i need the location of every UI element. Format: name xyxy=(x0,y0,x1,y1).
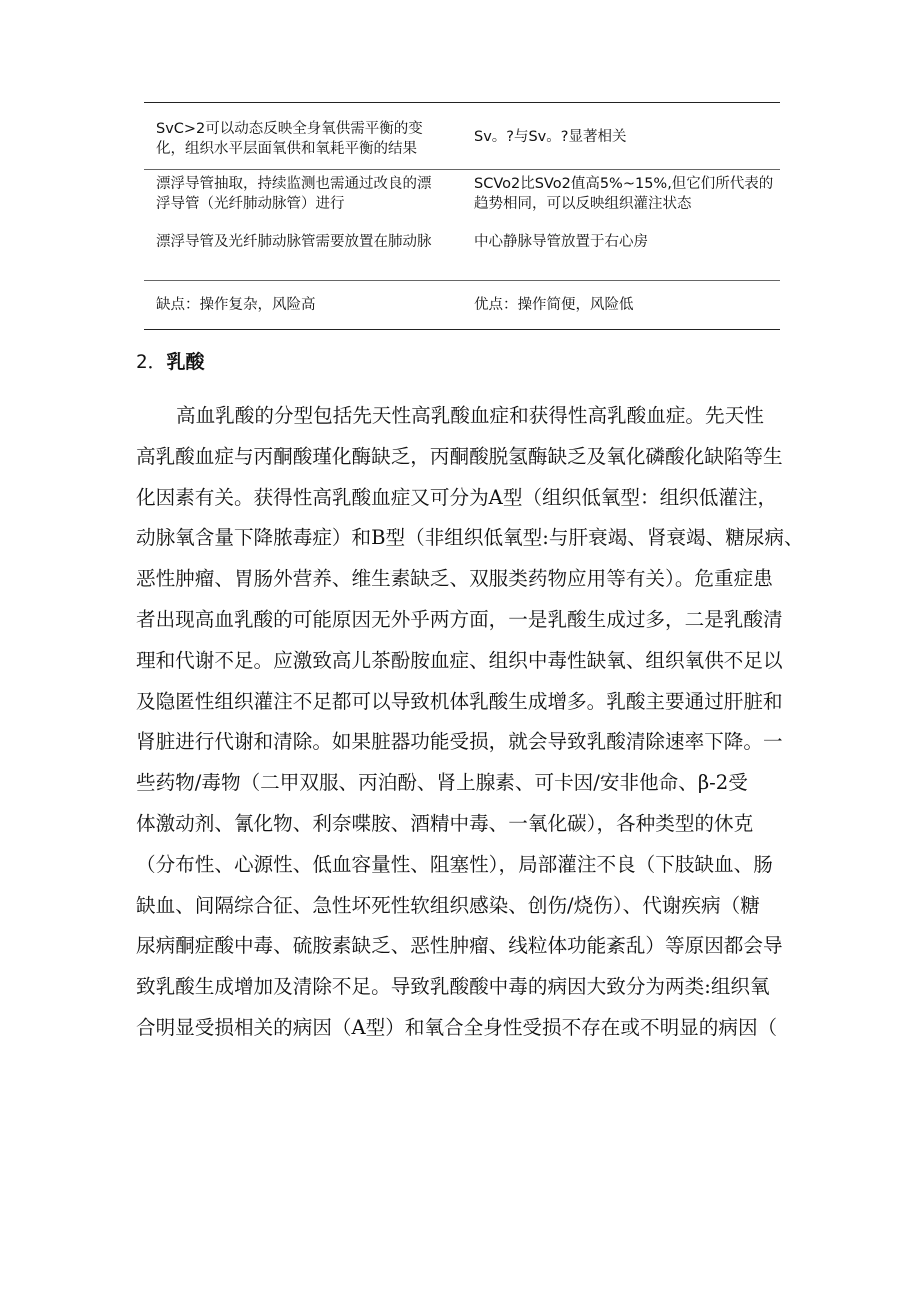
paragraph-line: （分布性、心源性、低血容量性、阻塞性），局部灌注不良（下肢缺血、肠 xyxy=(136,852,773,876)
paragraph-line: 化因素有关。获得性高乳酸血症又可分为A型（组织低氧型：组织低灌注， xyxy=(136,485,778,509)
paragraph-line: 及隐匿性组织灌注不足都可以导致机体乳酸生成增多。乳酸主要通过肝脏和 xyxy=(136,689,783,713)
cell-line: 中心静脉导管放置于右心房 xyxy=(474,234,648,250)
paragraph-line: 些药物/毒物（二甲双服、丙泊酚、肾上腺素、可卡因/安非他命、β-2受 xyxy=(136,771,748,795)
cell-line: SvC>2可以动态反映全身氧供需平衡的变 xyxy=(156,121,423,137)
table-cell-right xyxy=(474,125,780,147)
cell-line: 漂浮导管抽取，持续监测也需通过改良的漂 xyxy=(156,176,432,192)
cell-line: 浮导管（光纤肺动脉管）进行 xyxy=(156,196,345,212)
cell-line: SCVo2比SVo2值高5%~15%,但它们所代表的 xyxy=(474,176,774,192)
cell-line: 漂浮导管及光纤肺动脉管需要放置在肺动脉 xyxy=(156,234,432,250)
paragraph-line: 体激动剂、氰化物、利奈喋胺、酒精中毒、一氧化碳），各种类型的休克 xyxy=(136,811,754,835)
paragraph-line: 高乳酸血症与丙酮酸瑾化酶缺乏，丙酮酸脱氢酶缺乏及氧化磷酸化缺陷等生 xyxy=(136,444,783,468)
cell-line: 优点：操作简便，风险低 xyxy=(474,297,634,313)
table-bottom-rule xyxy=(144,329,780,330)
table-cell-left xyxy=(144,174,474,214)
section-title: 乳酸 xyxy=(166,351,205,373)
table-cell-left xyxy=(144,113,474,159)
cell-line: Sv。?与Sv。?显著相关 xyxy=(474,129,627,145)
paragraph-line: 尿病酮症酸中毒、硫胺素缺乏、恶性肿瘤、线粒体功能紊乱）等原因都会导 xyxy=(136,934,783,958)
table-cell-right xyxy=(474,232,780,252)
cell-line: 趋势相同，可以反映组织灌注状态 xyxy=(474,196,692,212)
table-cell-left xyxy=(144,295,474,315)
paragraph-line: 理和代谢不足。应激致高儿茶酚胺血症、组织中毒性缺氧、组织氧供不足以 xyxy=(136,648,783,672)
body-paragraph xyxy=(136,396,804,1049)
table-row xyxy=(144,224,780,280)
paragraph-line: 肾脏进行代谢和清除。如果脏器功能受损，就会导致乳酸清除速率下降。一 xyxy=(136,730,783,754)
paragraph-line: 者出现高血乳酸的可能原因无外乎两方面，一是乳酸生成过多，二是乳酸清 xyxy=(136,607,783,631)
table-row xyxy=(144,281,780,329)
paragraph-line: 致乳酸生成增加及清除不足。导致乳酸酸中毒的病因大致分为两类:组织氧 xyxy=(136,975,770,999)
cell-line: 化，组织水平层面氧供和氧耗平衡的结果 xyxy=(156,141,417,157)
paragraph-line: 恶性肿瘤、胃肠外营养、维生素缺乏、双服类药物应用等有关）。危重症患 xyxy=(136,567,773,591)
paragraph-line: 高血乳酸的分型包括先天性高乳酸血症和获得性高乳酸血症。先天性 xyxy=(176,404,764,427)
table-cell-right xyxy=(474,174,780,214)
section-number: 2． xyxy=(136,351,167,373)
paragraph-line: 缺血、间隔综合征、急性坏死性软组织感染、创伤/烧伤）、代谢疾病（糖 xyxy=(136,893,760,917)
table-cell-right xyxy=(474,295,780,315)
table-row xyxy=(144,103,780,169)
comparison-table xyxy=(144,102,780,330)
table-row xyxy=(144,170,780,224)
paragraph-line: 动脉氧含量下降脓毒症）和B型（非组织低氧型:与肝衰竭、肾衰竭、糖尿病、 xyxy=(136,526,804,550)
cell-line: 缺点：操作复杂，风险高 xyxy=(156,297,316,313)
paragraph-line: 合明显受损相关的病因（A型）和氧合全身性受损不存在或不明显的病因（ xyxy=(136,1015,778,1039)
table-cell-left xyxy=(144,232,474,252)
section-heading xyxy=(136,350,204,374)
